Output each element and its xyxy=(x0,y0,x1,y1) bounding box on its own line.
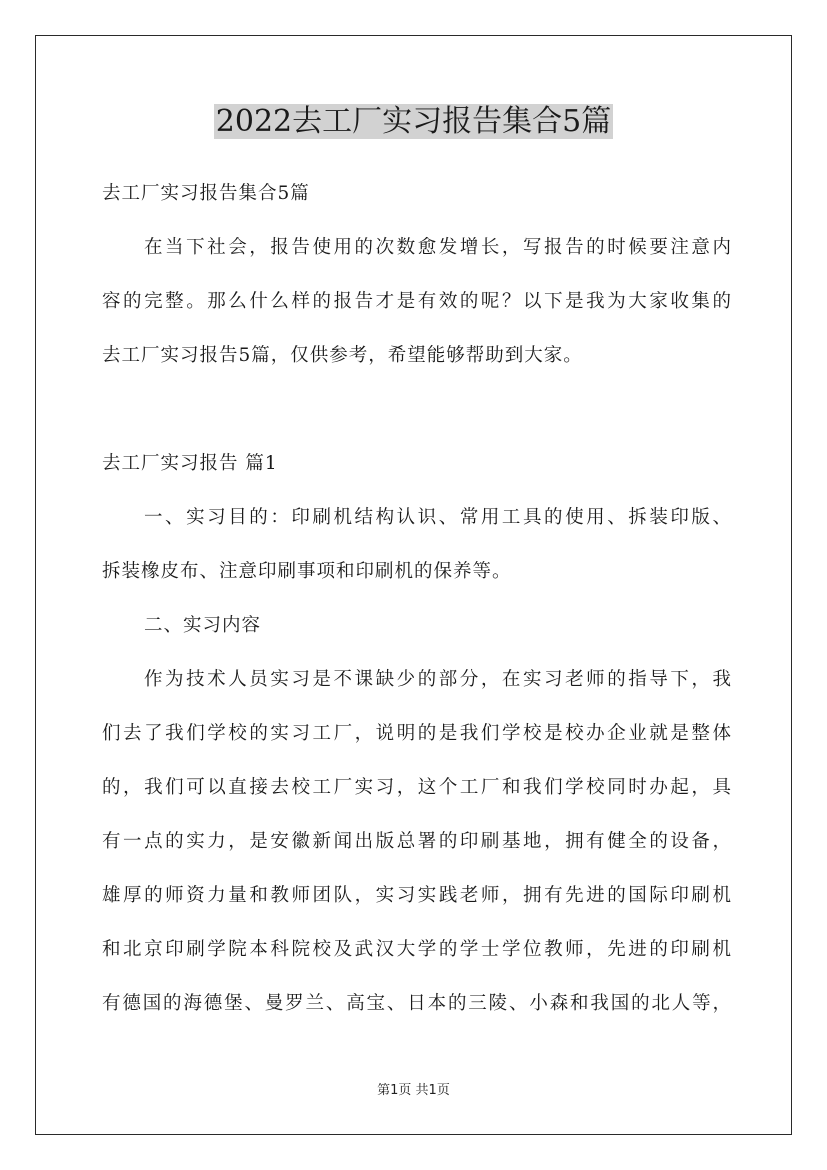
body-line: 有德国的海德堡、曼罗兰、高宝、日本的三陵、小森和我国的北人等， xyxy=(102,993,732,1014)
purpose-line: 一、实习目的：印刷机结构认识、常用工具的使用、拆装印版、 xyxy=(144,507,732,528)
section-heading: 去工厂实习报告 篇1 xyxy=(102,453,278,474)
body-line: 们去了我们学校的实习工厂，说明的是我们学校是校办企业就是整体 xyxy=(102,723,732,744)
body-line: 雄厚的师资力量和教师团队，实习实践老师，拥有先进的国际印刷机 xyxy=(102,885,732,906)
intro-line: 去工厂实习报告5篇，仅供参考，希望能够帮助到大家。 xyxy=(102,345,583,366)
body-line: 作为技术人员实习是不课缺少的部分，在实习老师的指导下，我 xyxy=(144,669,732,690)
content-heading: 二、实习内容 xyxy=(144,615,262,636)
purpose-line: 拆装橡皮布、注意印刷事项和印刷机的保养等。 xyxy=(102,561,512,582)
intro-line: 容的完整。那么什么样的报告才是有效的呢？以下是我为大家收集的 xyxy=(102,291,732,312)
page-footer: 第1页 共1页 xyxy=(377,1083,450,1098)
body-line: 和北京印刷学院本科院校及武汉大学的学士学位教师，先进的印刷机 xyxy=(102,939,732,960)
document-title: 2022去工厂实习报告集合5篇 xyxy=(215,104,612,139)
document-subtitle: 去工厂实习报告集合5篇 xyxy=(102,183,310,204)
intro-line: 在当下社会，报告使用的次数愈发增长，写报告的时候要注意内 xyxy=(144,237,732,258)
body-line: 的，我们可以直接去校工厂实习，这个工厂和我们学校同时办起，具 xyxy=(102,777,732,798)
body-line: 有一点的实力，是安徽新闻出版总署的印刷基地，拥有健全的设备， xyxy=(102,831,732,852)
